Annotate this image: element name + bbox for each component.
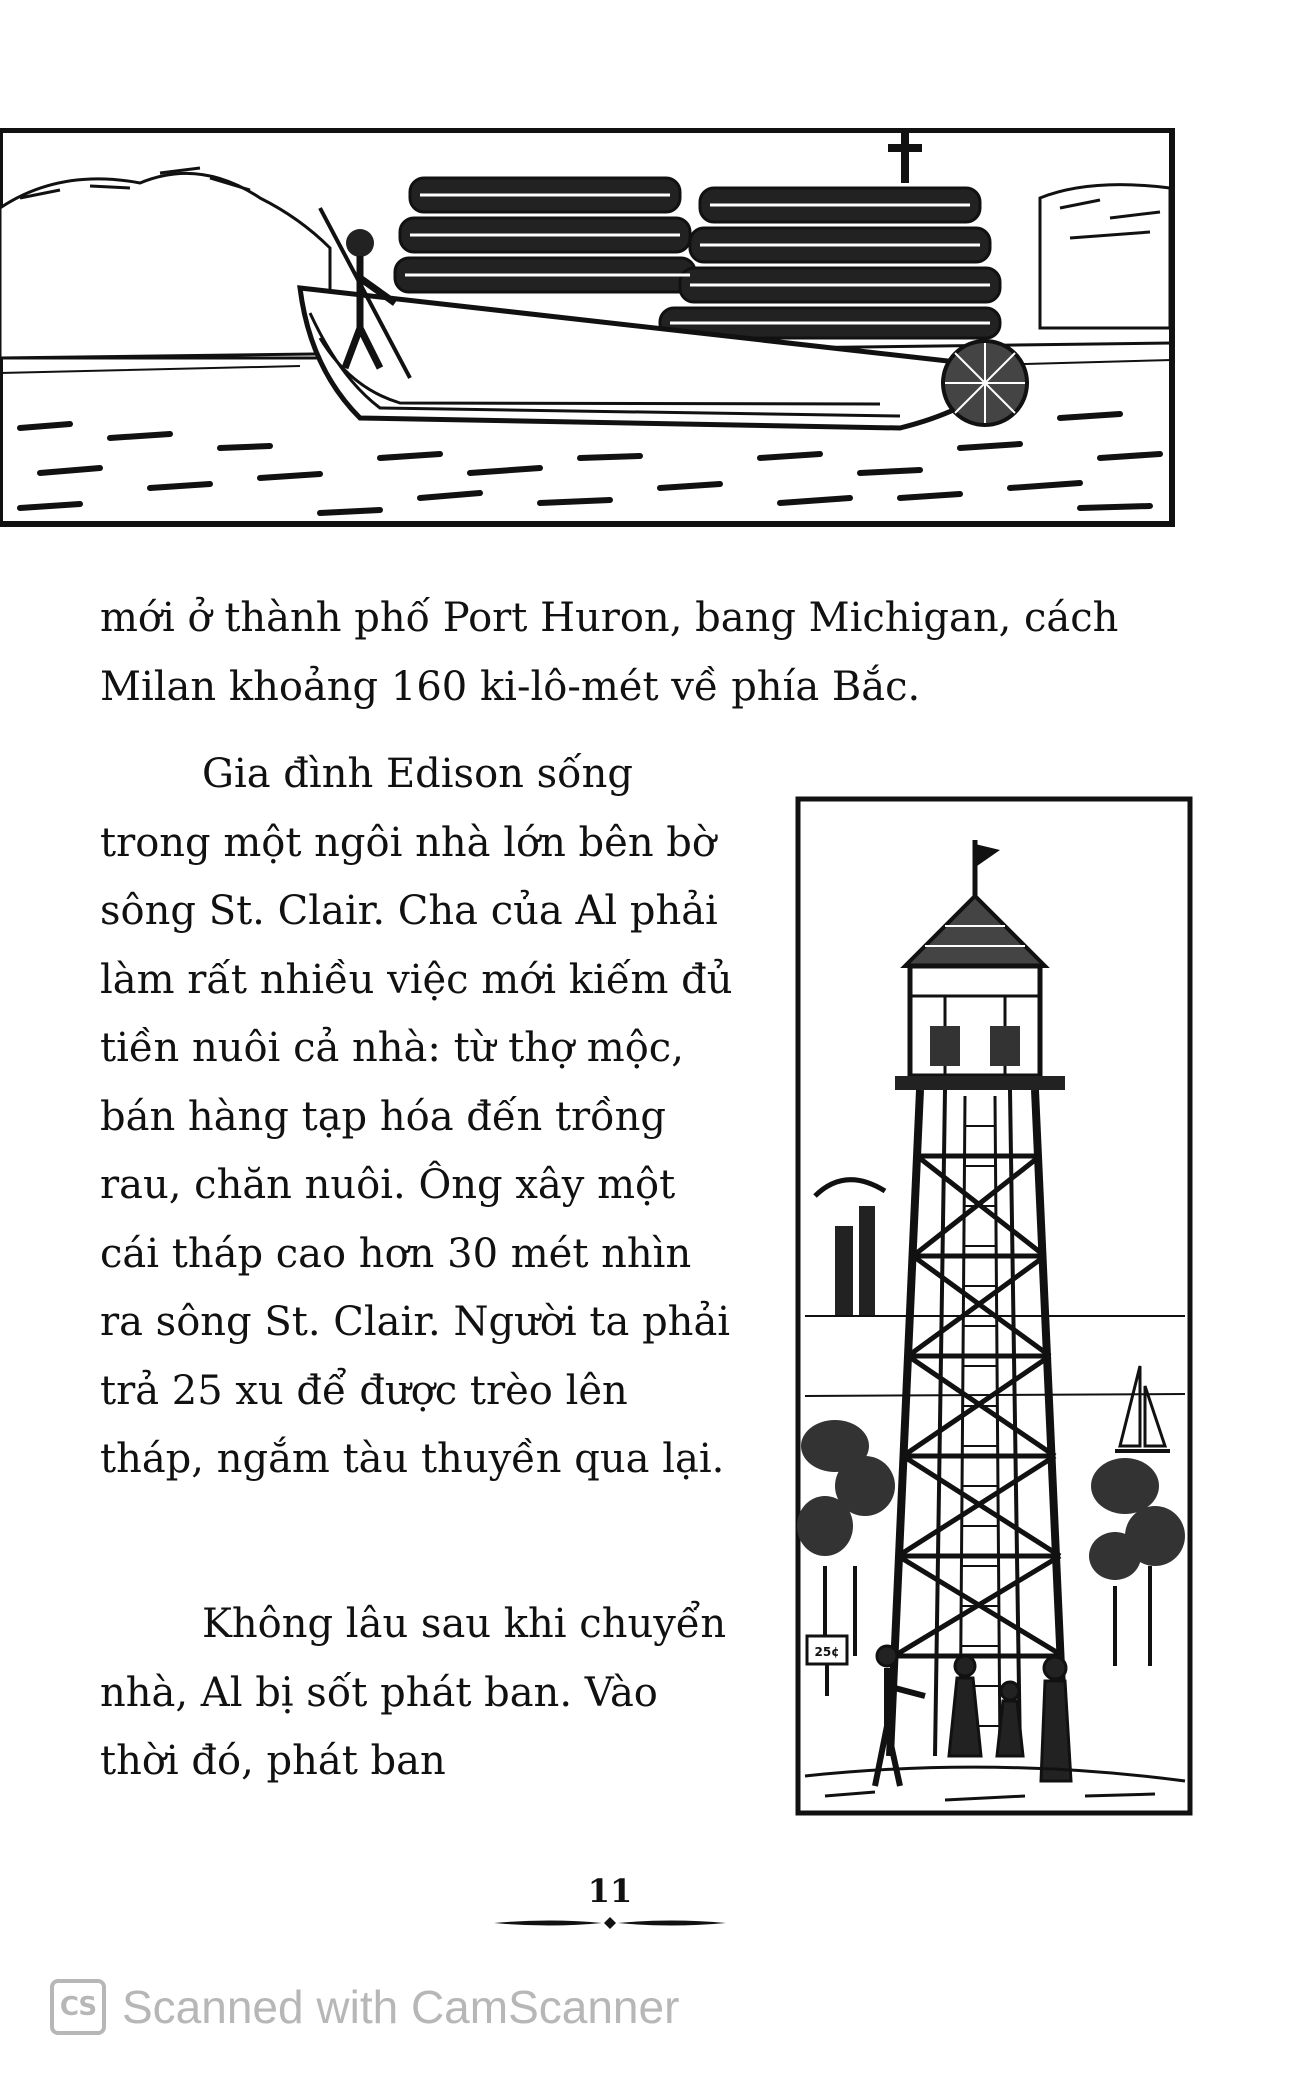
river-boat-illustration: [0, 128, 1178, 530]
camscanner-logo: CS: [50, 1979, 106, 2035]
observation-tower-illustration: [795, 796, 1195, 1818]
paragraph-tower: Gia đình Edison sống trong một ngôi nhà lớn bên bờ sông St. Clair. Cha của Al phải làm rất nhiều việc mới kiếm đủ tiền nuôi cả nhà: từ thợ mộc, bán hàng tạp hóa đến trồng rau, chăn nuôi. Ông xây một cái tháp cao hơn 30 mét nhìn ra sông St. Clair. Người ta phải trả 25 xu để được trèo lên tháp, ngắm tàu thuyền qua lại.: [100, 751, 733, 1482]
camscanner-text: Scanned with CamScanner: [122, 1981, 680, 2033]
page-number: 11: [587, 1872, 633, 1910]
page-number-ornament: [490, 1916, 730, 1930]
camscanner-watermark: [50, 1975, 679, 2039]
paragraph-continuation: mới ở thành phố Port Huron, bang Michigan, cách Milan khoảng 160 ki-lô-mét về phía Bắc.: [100, 595, 1119, 710]
paragraph-fever: Không lâu sau khi chuyển nhà, Al bị sốt phát ban. Vào thời đó, phát ban: [100, 1601, 727, 1784]
tower-price-sign: 25¢: [814, 1645, 840, 1659]
